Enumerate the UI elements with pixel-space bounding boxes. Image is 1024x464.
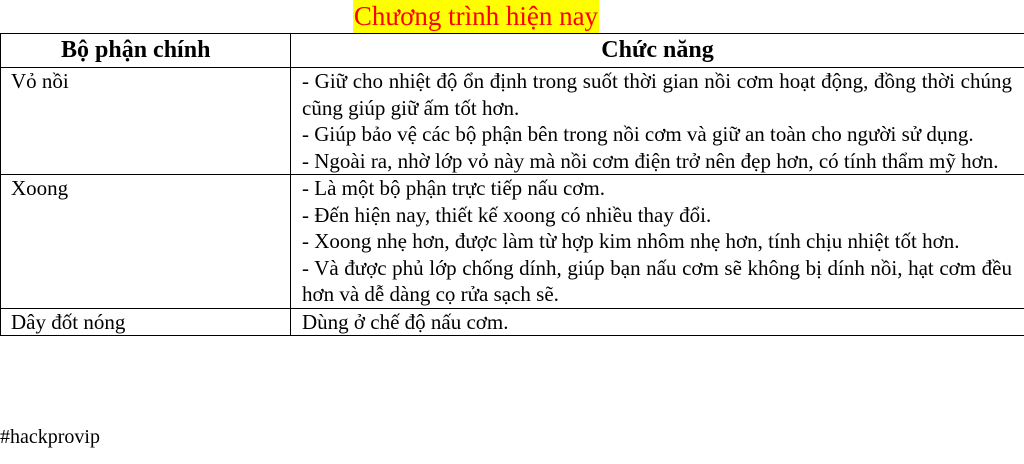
column-header-part: Bộ phận chính (1, 34, 291, 68)
function-line: Dùng ở chế độ nấu cơm. (302, 309, 509, 334)
function-cell (291, 68, 1024, 175)
page-title: Chương trình hiện nay (353, 1, 599, 31)
function-line: - Đến hiện nay, thiết kế xoong có nhiều thay đổi. (302, 202, 712, 227)
function-line: - Giữ cho nhiệt độ ổn định trong suốt thời gian nồi cơm hoạt động, đồng thời chúng cũng giúp giữ ấm tốt hơn. (302, 69, 1012, 120)
table-row (1, 308, 1024, 336)
function-cell (291, 308, 1024, 336)
part-cell: Vỏ nồi (1, 68, 291, 175)
function-line: - Là một bộ phận trực tiếp nấu cơm. (302, 176, 605, 200)
table-row (1, 68, 1024, 175)
function-line: - Xoong nhẹ hơn, được làm từ hợp kim nhôm nhẹ hơn, tính chịu nhiệt tốt hơn. (302, 229, 960, 253)
function-line: - Giúp bảo vệ các bộ phận bên trong nồi cơm và giữ an toàn cho người sử dụng. (302, 122, 974, 146)
table-row (1, 175, 1024, 309)
parts-table (0, 33, 1024, 336)
function-cell (291, 175, 1024, 309)
title-container (0, 0, 1024, 33)
part-cell: Xoong (1, 175, 291, 309)
table-header-row (1, 34, 1024, 68)
function-line: - Ngoài ra, nhờ lớp vỏ này mà nồi cơm điện trở nên đẹp hơn, có tính thẩm mỹ hơn. (302, 148, 999, 173)
function-line: - Và được phủ lớp chống dính, giúp bạn nấu cơm sẽ không bị dính nồi, hạt cơm đều hơn và dễ dàng cọ rửa sạch sẽ. (302, 255, 1012, 306)
column-header-function: Chức năng (291, 34, 1024, 68)
part-cell: Dây đốt nóng (1, 308, 291, 336)
hashtag-text: #hackprovip (0, 426, 100, 448)
